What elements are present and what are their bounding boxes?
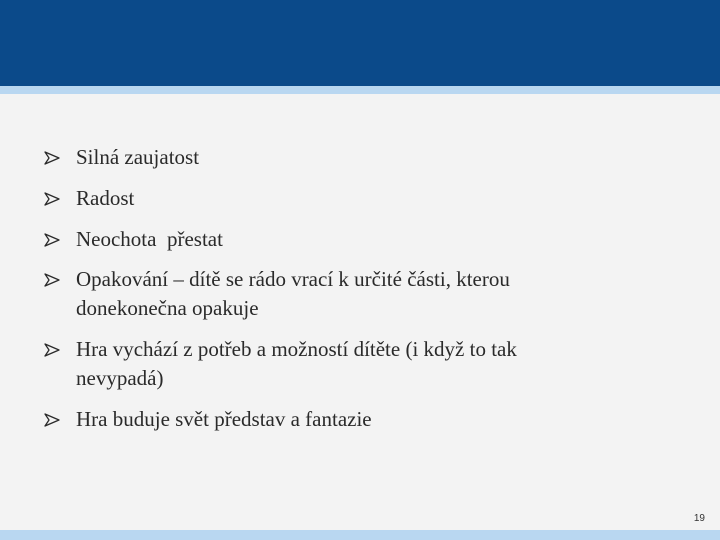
page-number: 19 <box>693 513 705 524</box>
bullet-item <box>44 337 644 393</box>
bullet-item <box>44 407 644 434</box>
footer-stripe <box>0 530 720 540</box>
header-stripe <box>0 86 720 94</box>
arrow-bullet-icon <box>44 227 76 253</box>
bullet-text: Silná zaujatost <box>76 145 200 169</box>
bullet-item <box>44 227 644 254</box>
bullet-text: Hra buduje svět představ a fantazie <box>76 407 372 431</box>
bullet-item <box>44 267 644 323</box>
bullet-text: Opakování – dítě se rádo vrací k určité části, kterou donekonečna opakuje <box>76 267 510 320</box>
arrow-bullet-icon <box>44 337 76 363</box>
bullet-text: Hra vychází z potřeb a možností dítěte (i když to tak nevypadá) <box>76 337 517 390</box>
bullet-item <box>44 186 644 213</box>
bullet-item <box>44 145 644 172</box>
arrow-bullet-icon <box>44 267 76 293</box>
bullet-text: Radost <box>76 186 135 210</box>
bullet-text: Neochota přestat <box>76 227 223 251</box>
arrow-bullet-icon <box>44 407 76 433</box>
arrow-bullet-icon <box>44 186 76 212</box>
arrow-bullet-icon <box>44 145 76 171</box>
header-bar <box>0 0 720 86</box>
